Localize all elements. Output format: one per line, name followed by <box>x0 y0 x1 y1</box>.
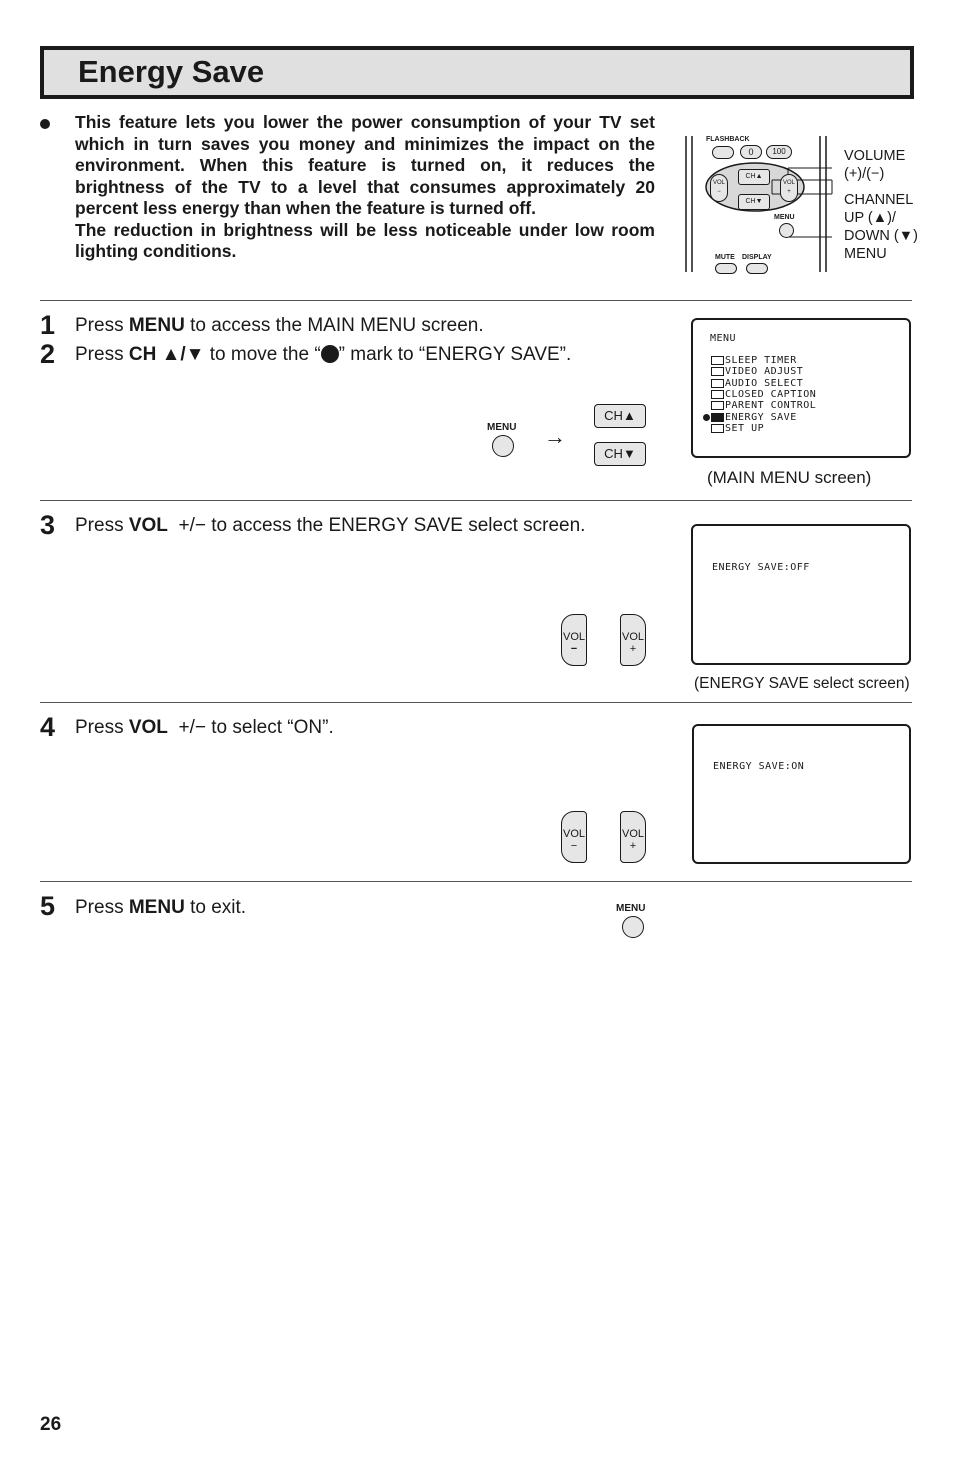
vol-minus-button[interactable] <box>561 614 587 666</box>
title-bar <box>40 46 914 99</box>
menu-item <box>711 355 816 366</box>
menu-exit-button[interactable] <box>622 916 644 938</box>
ch-down-label: CH▼ <box>604 446 636 461</box>
energy-save-on-text: ENERGY SAVE:ON <box>713 761 805 772</box>
menu-item <box>711 389 816 400</box>
step-5-post: to exit. <box>184 897 247 918</box>
menu-list <box>711 355 816 434</box>
menu-item-label: VIDEO ADJUST <box>725 366 804 378</box>
step-3-post: to access the ENERGY SAVE select screen. <box>205 515 586 536</box>
page-number: 26 <box>40 1414 62 1435</box>
ch-up-label: CH▲ <box>604 408 636 423</box>
menu-item <box>711 366 816 377</box>
remote-ch-up-label: CH▲ <box>745 173 763 180</box>
step-1-post: to access the MAIN MENU screen. <box>184 315 484 336</box>
remote-menu-button[interactable] <box>779 223 794 238</box>
menu-button-label: MENU <box>616 903 646 914</box>
step-2-key: CH ▲/▼ <box>128 344 205 365</box>
vol-plus-label: VOL <box>621 828 644 840</box>
step-number: 3 <box>40 510 56 540</box>
step-3-key: VOL <box>128 515 168 536</box>
flashback-button[interactable] <box>712 146 734 159</box>
menu-item-selected <box>711 411 816 422</box>
step-2-post-a: to move the “ <box>204 344 321 365</box>
remote-vol-plus-label: VOL <box>782 180 795 186</box>
audio-select-icon <box>711 379 724 388</box>
mute-label: MUTE <box>715 254 735 261</box>
video-adjust-icon <box>711 367 724 376</box>
energy-save-select-screen <box>691 524 911 665</box>
menu-item <box>711 400 816 411</box>
volume-sign-label: (+)/(−) <box>844 166 885 182</box>
remote-callout-labels <box>844 147 918 263</box>
step-4-pre: Press <box>75 717 129 738</box>
remote-vol-minus-label: VOL <box>712 180 725 186</box>
step-4-post: to select “ON”. <box>205 717 334 738</box>
zero-button[interactable] <box>740 145 762 159</box>
remote-vol-plus-button[interactable] <box>780 174 798 202</box>
energy-save-icon <box>711 413 724 422</box>
step-5-pre: Press <box>75 897 129 918</box>
vol-minus-sign: − <box>570 840 578 852</box>
menu-item-label: CLOSED CAPTION <box>725 389 817 401</box>
vol-plus-sign: + <box>629 643 637 655</box>
step-2-text <box>75 344 571 366</box>
vol-plus-label: VOL <box>621 631 644 643</box>
intro-text <box>75 112 655 263</box>
divider <box>40 300 912 301</box>
energy-save-on-screen <box>692 724 911 864</box>
step-5-key: MENU <box>128 897 185 918</box>
step-number: 4 <box>40 712 56 742</box>
step-4-sign: +/− <box>178 717 206 738</box>
zero-button-label: 0 <box>748 147 754 157</box>
remote-menu-label: MENU <box>774 214 795 221</box>
sleep-timer-icon <box>711 356 724 365</box>
step-number: 1 <box>40 310 56 340</box>
page-title: Energy Save <box>78 54 265 89</box>
channel-label: CHANNEL <box>844 192 914 208</box>
step-3-text <box>75 515 585 537</box>
divider <box>40 500 912 501</box>
vol-plus-sign: + <box>629 840 637 852</box>
menu-item-label: ENERGY SAVE <box>725 411 797 423</box>
vol-minus-button[interactable] <box>561 811 587 863</box>
step-2-post-b: ” mark to “ENERGY SAVE”. <box>338 344 572 365</box>
menu-button-label: MENU <box>487 422 517 433</box>
step-3-sign: +/− <box>178 515 206 536</box>
step-1-key: MENU <box>128 315 185 336</box>
remote-ch-down-button[interactable] <box>738 194 770 210</box>
divider <box>40 702 912 703</box>
menu-item-label: SET UP <box>725 422 765 434</box>
menu-item-label: SLEEP TIMER <box>725 355 797 367</box>
step-4-text <box>75 717 334 739</box>
step-1-pre: Press <box>75 315 129 336</box>
right-arrow-icon: → <box>544 424 566 449</box>
vol-minus-label: VOL <box>562 631 585 643</box>
menu-item <box>711 423 816 434</box>
step-3-pre: Press <box>75 515 129 536</box>
vol-plus-button[interactable] <box>620 811 646 863</box>
selection-cursor-icon <box>703 414 710 421</box>
channel-down-label: DOWN (▼) <box>844 228 918 244</box>
menu-item-label: PARENT CONTROL <box>725 400 817 412</box>
vol-minus-label: VOL <box>562 828 585 840</box>
ch-down-button[interactable] <box>594 442 646 466</box>
flashback-label: FLASHBACK <box>706 136 750 143</box>
closed-caption-icon <box>711 390 724 399</box>
set-up-icon <box>711 424 724 433</box>
menu-item-label: AUDIO SELECT <box>725 377 804 389</box>
display-button[interactable] <box>746 263 768 274</box>
parent-control-icon <box>711 401 724 410</box>
main-menu-screen <box>691 318 911 458</box>
remote-vol-minus-button[interactable] <box>710 174 728 202</box>
vol-plus-button[interactable] <box>620 614 646 666</box>
main-menu-caption: (MAIN MENU screen) <box>707 468 872 487</box>
step-2-pre: Press <box>75 344 129 365</box>
energy-save-off-text: ENERGY SAVE:OFF <box>712 562 810 573</box>
remote-vol-minus-sign: − <box>717 189 721 195</box>
energy-save-select-caption: (ENERGY SAVE select screen) <box>694 675 910 692</box>
ch-up-button[interactable] <box>594 404 646 428</box>
step-1-text <box>75 315 484 337</box>
intro-paragraph-1: This feature lets you lower the power consumption of your TV set which in turn saves you money and minimizes the impact on the environment. When this feature is turned on, it reduces the brightness of the TV to a level that consumes approximately 20 percent less energy than when the feature is turned off. <box>75 112 655 218</box>
vol-minus-sign: − <box>570 643 578 655</box>
bullet-icon <box>40 119 50 129</box>
step-number: 5 <box>40 891 56 921</box>
volume-label: VOLUME <box>844 148 906 164</box>
menu-button[interactable] <box>492 435 514 457</box>
remote-vol-plus-sign: + <box>787 189 791 195</box>
menu-callout-label: MENU <box>844 246 887 262</box>
remote-ch-up-button[interactable] <box>738 169 770 185</box>
display-label: DISPLAY <box>742 254 772 261</box>
menu-item <box>711 378 816 389</box>
mute-button[interactable] <box>715 263 737 274</box>
menu-heading: MENU <box>710 333 737 344</box>
step-5-text <box>75 897 246 919</box>
channel-up-label: UP (▲)/ <box>844 210 896 226</box>
cursor-dot-icon <box>321 345 339 363</box>
remote-ch-down-label: CH▼ <box>745 198 763 205</box>
step-4-key: VOL <box>128 717 168 738</box>
step-number: 2 <box>40 339 56 369</box>
hundred-button-label: 100 <box>772 147 786 156</box>
remote-illustration <box>680 132 840 274</box>
hundred-button[interactable] <box>766 145 792 159</box>
divider <box>40 881 912 882</box>
intro-paragraph-2: The reduction in brightness will be less noticeable under low room lighting conditions. <box>75 219 655 261</box>
